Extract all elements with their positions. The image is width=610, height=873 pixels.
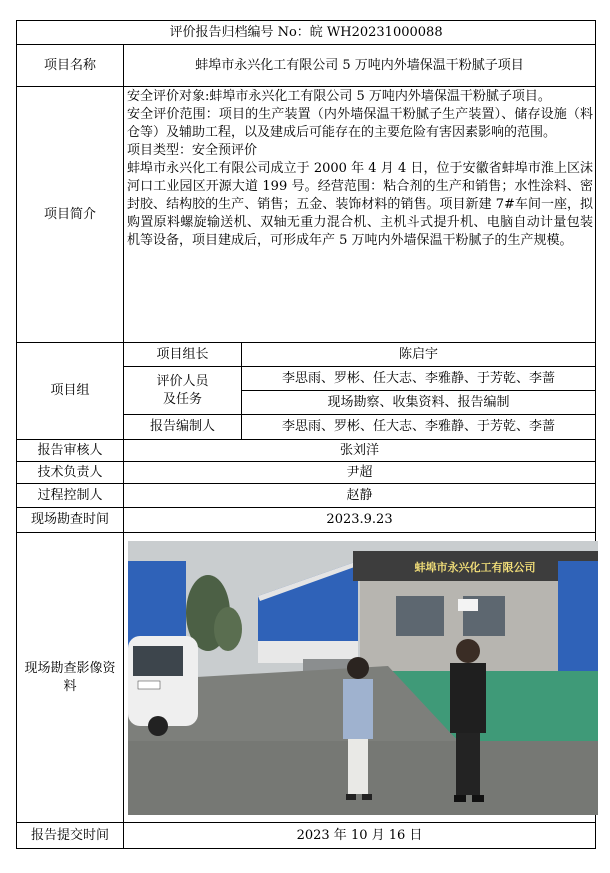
project-intro-label: 项目简介	[17, 87, 124, 343]
survey-photo-label-line1: 现场勘查影像资	[24, 660, 116, 676]
tech-lead-label: 技术负责人	[17, 462, 124, 484]
site-survey-photo	[128, 541, 598, 815]
evaluators-label-line2: 及任务	[162, 391, 202, 407]
survey-time-label: 现场勘查时间	[17, 508, 124, 533]
submit-time-label: 报告提交时间	[17, 823, 124, 849]
survey-time-value: 2023.9.23	[124, 508, 596, 533]
tech-lead-value: 尹超	[124, 462, 596, 484]
evaluators-label	[124, 367, 242, 415]
writers-label: 报告编制人	[124, 415, 242, 440]
photo-person-left	[347, 657, 369, 679]
tasks-value: 现场勘察、收集资料、报告编制	[242, 391, 596, 415]
evaluation-scope: 安全评价范围：项目的生产装置（内外墙保温干粉腻子生产装置）、储存设施（料仓等）及辅助工程，以及建成后可能存在的主要危险有害因素影响的范围。	[127, 107, 594, 140]
evaluators-value: 李思雨、罗彬、任大志、李雅静、于芳乾、李蔷	[242, 367, 596, 391]
project-name-value: 蚌埠市永兴化工有限公司 5 万吨内外墙保温干粉腻子项目	[124, 45, 596, 87]
survey-photo-cell	[124, 533, 596, 823]
company-description: 蚌埠市永兴化工有限公司成立于 2000 年 4 月 4 日，位于安徽省蚌埠市淮上区沫河口工业园区开源大道 199 号。经营范围：粘合剂的生产和销售；水性涂料、密封胶、结构胶的生产、销售；五金、装饰材料的销售。项目新建 7#车间一座，拟购置原料螺旋输送机、双轴无重力混合机、主机斗式提升机、电脑自动计量包装机等设备，项目建成后，可形成年产 5 万吨内外墙保温干粉腻子的生产规模。	[127, 161, 594, 248]
writers-value: 李思雨、罗彬、任大志、李雅静、于芳乾、李蔷	[242, 415, 596, 440]
project-name-label: 项目名称	[17, 45, 124, 87]
survey-photo-label	[17, 533, 124, 823]
reviewer-value: 张刘洋	[124, 440, 596, 462]
survey-photo-label-line2: 料	[63, 678, 77, 694]
project-intro-content	[124, 87, 596, 343]
team-leader-label: 项目组长	[124, 343, 242, 367]
project-team-label: 项目组	[17, 343, 124, 440]
evaluation-report-form	[16, 20, 596, 849]
submit-time-value: 2023 年 10 月 16 日	[124, 823, 596, 849]
process-control-label: 过程控制人	[17, 484, 124, 508]
photo-person-right	[456, 639, 480, 663]
photo-sign-text: 蚌埠市永兴化工有限公司	[414, 560, 536, 574]
evaluation-object: 安全评价对象:蚌埠市永兴化工有限公司 5 万吨内外墙保温干粉腻子项目。	[127, 89, 551, 104]
team-leader-value: 陈启宇	[242, 343, 596, 367]
reviewer-label: 报告审核人	[17, 440, 124, 462]
project-type: 项目类型：安全预评价	[127, 143, 258, 158]
process-control-value: 赵静	[124, 484, 596, 508]
archive-number: 评价报告归档编号 No：皖 WH20231000088	[17, 21, 596, 45]
evaluators-label-line1: 评价人员	[156, 373, 209, 389]
